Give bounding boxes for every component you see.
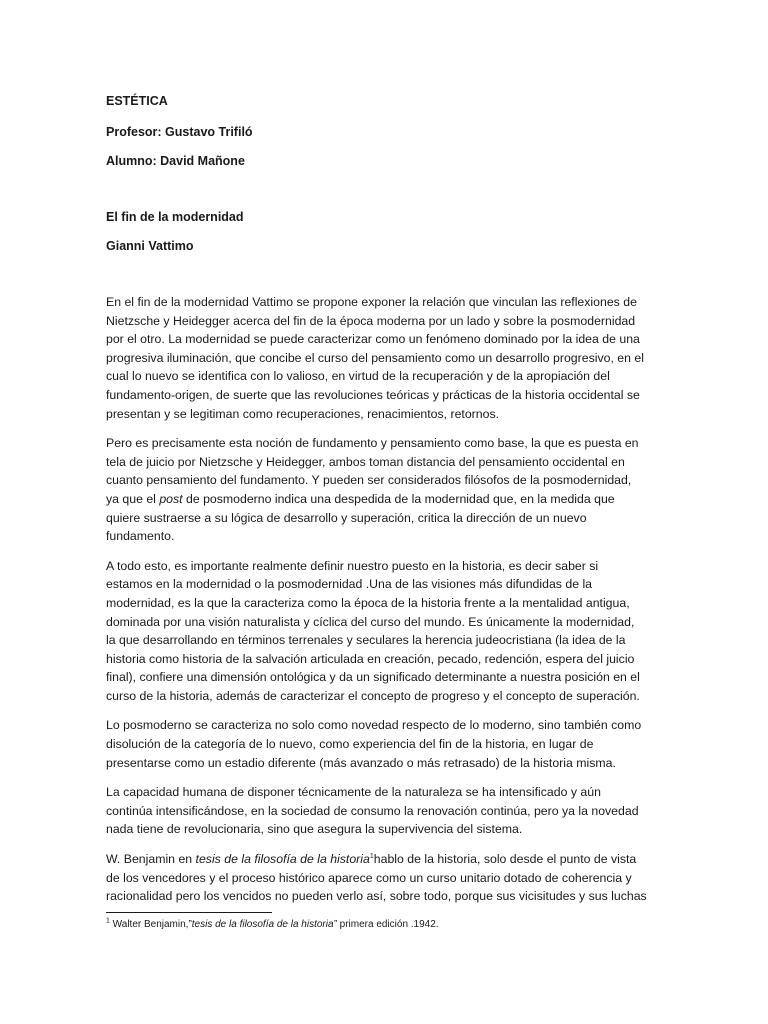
paragraph-line: progresiva iluminación, que concibe el curso del pensamiento como un desarrollo progresivo, en el	[106, 350, 644, 365]
paragraph-line	[106, 850, 666, 869]
paragraph-line: modernidad, es la que la caracteriza como la época de la historia frente a la mentalidad antigua,	[106, 595, 630, 610]
paragraph-line: estamos en la modernidad o la posmodernidad .Una de las visiones más difundidas de la	[106, 577, 593, 592]
paragraph-line: fundamento.	[106, 529, 175, 544]
work-title: El fin de la modernidad	[106, 210, 244, 224]
footnote-text: Walter Benjamin,”	[109, 919, 192, 930]
paragraph-line: La capacidad humana de disponer técnicamente de la naturaleza se ha intensificado y aún	[106, 785, 601, 800]
paragraph-line: final), confiere una dimensión ontológica y da un significado determinante a nuestra posición en el	[106, 670, 640, 685]
footnote-italic-title: tesis de la filosofía de la historia”	[191, 919, 337, 930]
paragraph-line: racionalidad pero los vencidos no pueden verlo así, sobre todo, porque sus vicisitudes y sus luchas	[106, 889, 647, 904]
paragraph-line: historia como historia de la salvación articulada en creación, pecado, redención, espera del juicio	[106, 651, 635, 666]
paragraph-line: disolución de la categoría de lo nuevo, como experiencia del fin de la historia, en lugar de	[106, 737, 594, 752]
paragraph-line: cuanto pensamiento del fundamento. Y pueden ser considerados filósofos de la posmodernidad,	[106, 473, 632, 488]
professor-line: Profesor: Gustavo Trifiló	[106, 125, 253, 139]
footnote-reference[interactable]: 1	[369, 852, 374, 860]
footnote-divider	[106, 912, 272, 913]
paragraph-1	[106, 293, 666, 423]
paragraph-5	[106, 783, 666, 839]
paragraph-line: fundamento-origen, de suerte que las revoluciones teóricas y prácticas de la historia occidental se	[106, 387, 640, 402]
paragraph-line: nada tiene de revolucionaria, sino que asegura la supervivencia del sistema.	[106, 822, 523, 837]
paragraph-line: de los vencedores y el proceso histórico aparece como un curso unitario dotado de coherencia y	[106, 870, 632, 885]
paragraph-line: por el otro. La modernidad se puede caracterizar como un fenómeno dominado por la idea de una	[106, 332, 640, 347]
paragraph-line: Pero es precisamente esta noción de fundamento y pensamiento como base, la que es puesta en	[106, 436, 639, 451]
paragraph-line: cual lo nuevo se identifica con lo valioso, en virtud de la recuperación y de la apropiación del	[106, 369, 610, 384]
text-run: de posmoderno indica una despedida de la modernidad que, en la medida que	[182, 491, 615, 506]
paragraph-line	[106, 490, 666, 509]
paragraph-line: la que desarrollando en términos terrenales y seculares la herencia judeocristiana (la idea de la	[106, 633, 626, 648]
footnote-text: primera edición .1942.	[336, 919, 439, 930]
student-line: Alumno: David Mañone	[106, 154, 245, 168]
paragraph-line: continúa intensificándose, en la sociedad de consumo la renovación continúa, pero ya la novedad	[106, 803, 639, 818]
paragraph-2	[106, 434, 666, 546]
paragraph-4	[106, 716, 666, 772]
paragraph-line: tela de juicio por Nietzsche y Heidegger, ambos toman distancia del pensamiento occidental en	[106, 454, 625, 469]
author-line: Gianni Vattimo	[106, 239, 194, 253]
paragraph-6	[106, 850, 666, 906]
paragraph-line: curso de la historia, además de caracterizar el concepto de progreso y el concepto de superación.	[106, 688, 640, 703]
paragraph-line: dominada por una visión naturalista y cíclica del curso del mundo. Es únicamente la modernidad,	[106, 614, 635, 629]
paragraph-3	[106, 557, 666, 706]
paragraph-line: A todo esto, es importante realmente definir nuestro puesto en la historia, es decir saber si	[106, 558, 599, 573]
italic-term-post: post	[159, 491, 183, 506]
body-text	[106, 293, 666, 917]
subject-heading: ESTÉTICA	[106, 94, 168, 108]
paragraph-line: presentan y se legitiman como recuperaciones, renacimientos, retornos.	[106, 406, 500, 421]
paragraph-line: presentarse como un estadio diferente (más avanzado o más retrasado) de la historia misma.	[106, 755, 616, 770]
paragraph-line: quiere sustraerse a su lógica de desarrollo y superación, critica la dirección de un nuevo	[106, 510, 587, 525]
footnote	[106, 918, 439, 932]
text-run: W. Benjamin en	[106, 852, 196, 867]
footnote-mark: 1	[106, 917, 110, 925]
italic-book-title: tesis de la filosofía de la historia	[195, 852, 370, 867]
paragraph-line: Lo posmoderno se caracteriza no solo como novedad respecto de lo moderno, sino también como	[106, 718, 642, 733]
text-run: hablo de la historia, solo desde el punto de vista	[373, 852, 637, 867]
paragraph-line: En el fin de la modernidad Vattimo se propone exponer la relación que vinculan las reflexiones de	[106, 295, 637, 309]
paragraph-line: Nietzsche y Heidegger acerca del fin de la época moderna por un lado y sobre la posmodernidad	[106, 313, 636, 328]
text-run: ya que el	[106, 491, 160, 506]
